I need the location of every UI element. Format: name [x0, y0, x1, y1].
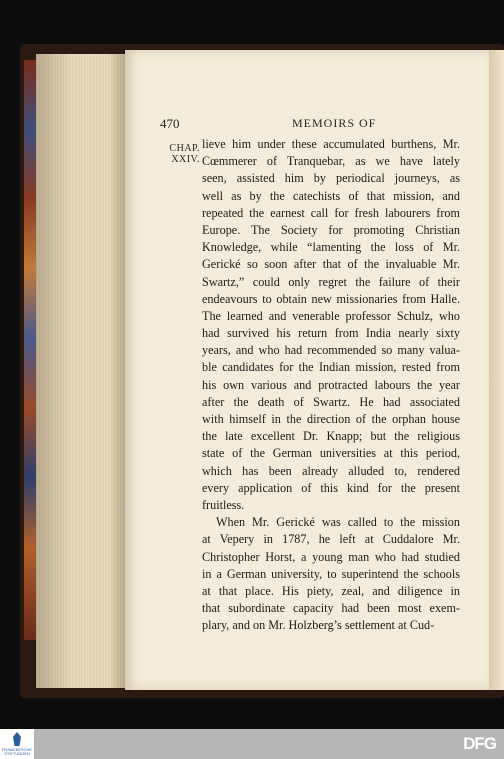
- text-line: years, and who had recommended so many valua-: [202, 343, 460, 358]
- body-text: [202, 136, 460, 634]
- page-header: [160, 116, 460, 134]
- text-line: When Mr. Gerické was called to the mission: [216, 515, 460, 530]
- franckesche-stiftungen-logo[interactable]: [0, 729, 34, 759]
- text-line: Swartz,” could only regret the failure of their: [202, 274, 460, 289]
- text-line: Europe. The Society for promoting Christian: [202, 222, 460, 237]
- logo-text: FRANCKESCHE STIFTUNGEN: [1, 747, 33, 756]
- text-line: at Vepery in 1787, he left at Cuddalore Mr.: [202, 532, 460, 547]
- running-title: MEMOIRS OF: [292, 116, 377, 130]
- text-line: seen, assisted him by periodical journeys, as: [202, 171, 460, 186]
- text-line: The learned and venerable professor Schulz, who: [202, 308, 460, 323]
- text-line: Gerické so soon after that of the invaluable Mr.: [202, 257, 460, 272]
- text-line: repeated the earnest call for fresh labourers from: [202, 205, 460, 220]
- text-line: at that place. His piety, zeal, and diligence in: [202, 583, 460, 598]
- text-line: plary, and on Mr. Holzberg’s settlement at Cud-: [202, 618, 435, 633]
- page-fore-edge: [489, 50, 504, 690]
- text-line: in a German university, to superintend the schools: [202, 566, 460, 581]
- margin-note-line: CHAP.: [169, 143, 200, 154]
- text-line: which has been already alluded to, rendered: [202, 463, 460, 478]
- text-line: Christopher Horst, a young man who had studied: [202, 549, 460, 564]
- text-line: lieve him under these accumulated burthens, Mr.: [202, 137, 460, 151]
- text-line: with himself in the direction of the orphan house: [202, 412, 460, 426]
- text-line: endeavours to obtain new missionaries from Halle.: [202, 291, 460, 306]
- text-line: the late excellent Dr. Knapp; but the religious: [202, 429, 460, 444]
- text-line: well as by the catechists of that mission, and: [202, 188, 460, 203]
- text-line: Cœmmerer of Tranquebar, as we have lately: [202, 154, 460, 169]
- chapter-margin-note: [164, 143, 200, 165]
- tower-icon: [13, 732, 21, 746]
- footer-bar: [0, 729, 504, 759]
- text-line: had survived his return from India nearly sixty: [202, 326, 460, 341]
- text-line: after the death of Swartz. He had associated: [202, 394, 460, 409]
- text-line: that subordinate capacity had been most exem-: [202, 601, 460, 616]
- text-line: every application of this kind for the present: [202, 480, 460, 495]
- text-line: ble candidates for the Indian mission, rested from: [202, 360, 460, 375]
- text-line: his own various and protracted labours the year: [202, 377, 460, 392]
- margin-note-line: XXIV.: [171, 154, 200, 165]
- text-line: state of the German universities at this period,: [202, 446, 460, 461]
- page-number: 470: [160, 116, 180, 131]
- text-line: fruitless.: [202, 497, 245, 512]
- page-edges-shadow: [36, 54, 126, 688]
- text-line: Knowledge, while “lamenting the loss of Mr.: [202, 240, 460, 255]
- dfg-logo[interactable]: DFG: [463, 734, 496, 753]
